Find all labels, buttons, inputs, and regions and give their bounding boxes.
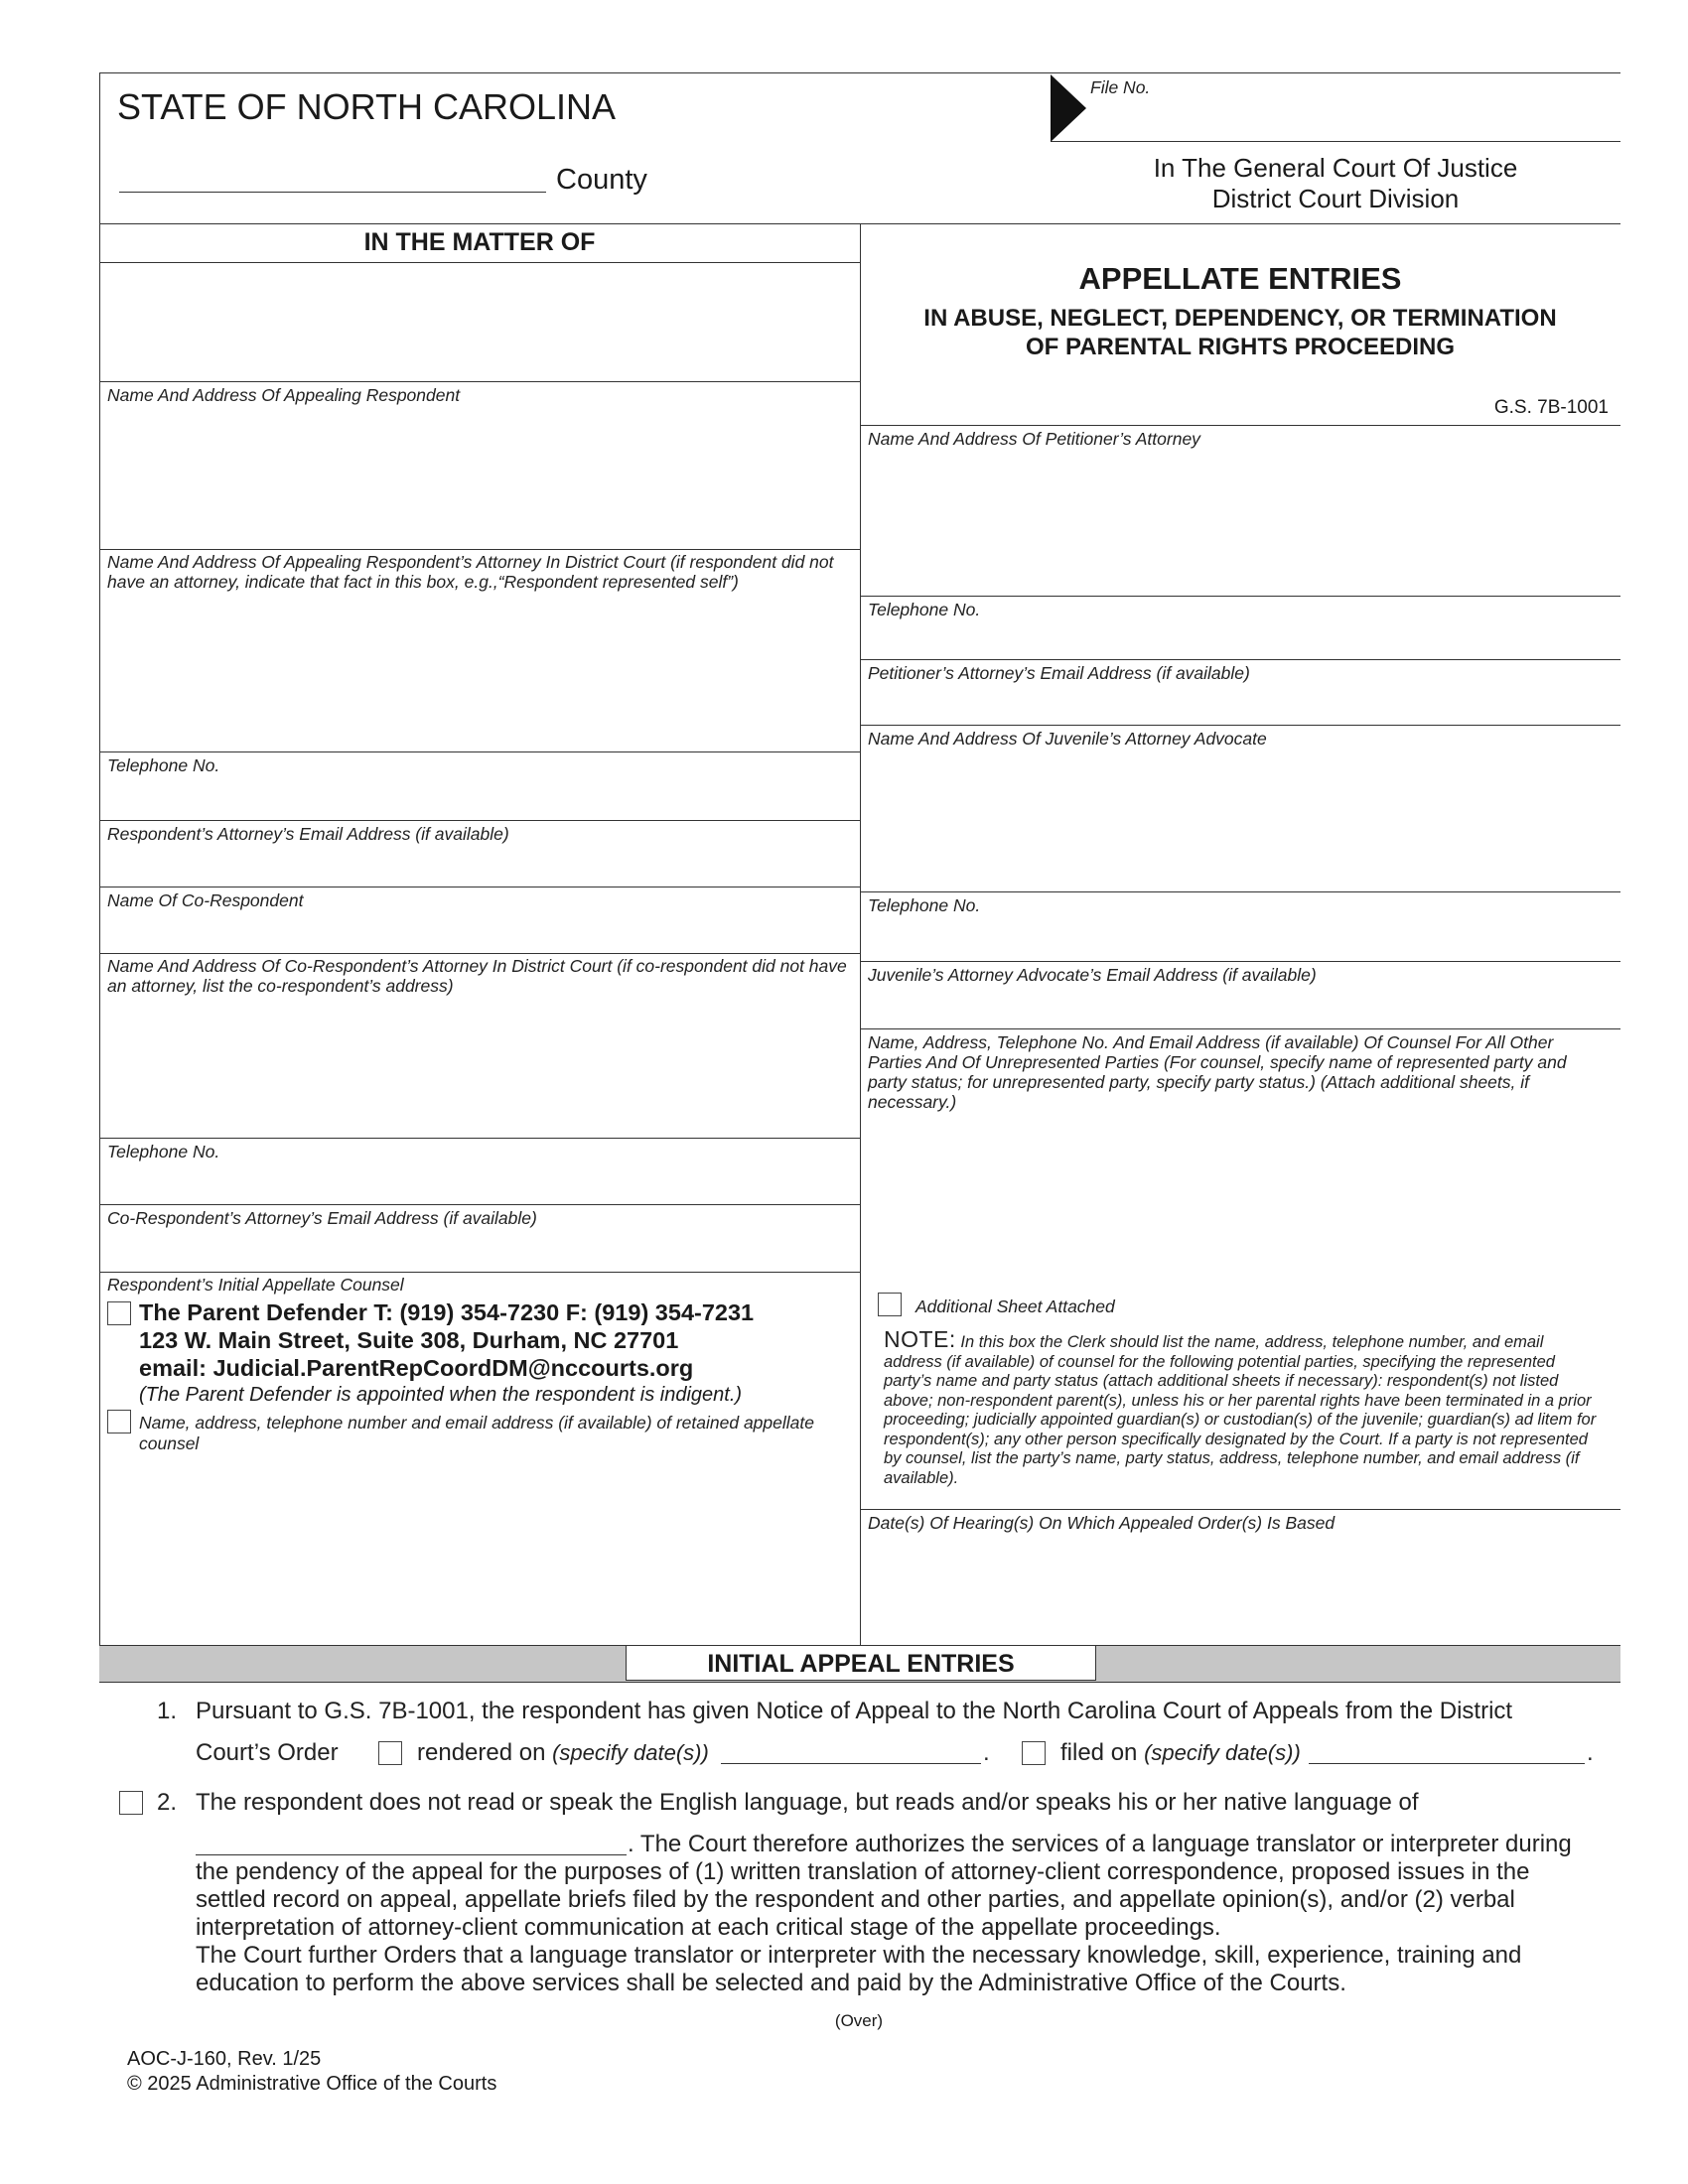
item2-line4: settled record on appeal, appellate briefs filed by the respondent and other parties, and appellate opinion(s), and/or (2) verbal xyxy=(196,1886,1515,1913)
resp-attorney-label: Name And Address Of Appealing Respondent’s Attorney In District Court (if respondent did not have an attorney, indicate that fact in this box, e.g.,“Respondent represented self”) xyxy=(107,552,834,592)
matter-field[interactable] xyxy=(103,266,856,379)
additional-sheet-label: Additional Sheet Attached xyxy=(915,1297,1115,1316)
file-no-label: File No. xyxy=(1090,77,1151,97)
telephone-label-2: Telephone No. xyxy=(107,1142,220,1161)
rendered-on-label xyxy=(417,1739,709,1767)
county-label: County xyxy=(556,164,647,196)
pet-attorney-field[interactable] xyxy=(864,451,1617,592)
period: . xyxy=(1587,1739,1594,1766)
filed-specify-dates: (specify date(s)) xyxy=(1144,1740,1301,1765)
rule xyxy=(99,751,860,752)
left-border xyxy=(99,72,100,1645)
rule xyxy=(99,1272,860,1273)
counsel-others-field[interactable] xyxy=(864,1116,1617,1285)
court-line2: District Court Division xyxy=(1211,184,1460,213)
parent-defender-email: email: Judicial.ParentRepCoordDM@nccourts.org xyxy=(139,1355,694,1381)
file-no-arrow-icon xyxy=(1051,74,1088,142)
rule xyxy=(860,891,1620,892)
juv-advocate-field[interactable] xyxy=(864,751,1617,889)
state-title: STATE OF NORTH CAROLINA xyxy=(117,86,617,127)
item1-courts-order: Court’s Order xyxy=(196,1739,339,1766)
item2-checkbox[interactable] xyxy=(119,1791,143,1815)
pet-email-field[interactable] xyxy=(864,684,1617,722)
counsel-others-label: Name, Address, Telephone No. And Email Address (if available) Of Counsel For All Other Parties And Of Unrepresented Parties (For counsel, specify name of represented party and party status; for unrepresented party, specify party status.) (Attach additional sheets, if necessary.) xyxy=(868,1032,1567,1112)
item1-number: 1. xyxy=(157,1698,178,1724)
co-resp-attorney-field[interactable] xyxy=(103,1001,856,1135)
telephone-label-4: Telephone No. xyxy=(868,895,981,915)
item2-line7: education to perform the above services shall be selected and paid by the Administrative Office of the Courts. xyxy=(196,1970,1346,1996)
parent-defender-checkbox[interactable] xyxy=(107,1301,131,1325)
form-number: AOC-J-160, Rev. 1/25 xyxy=(127,2048,322,2070)
co-resp-email-field[interactable] xyxy=(103,1229,856,1269)
rule xyxy=(99,953,860,954)
pet-attorney-label: Name And Address Of Petitioner’s Attorney xyxy=(868,429,1200,449)
filed-on-label xyxy=(1060,1739,1301,1767)
note-label: NOTE: xyxy=(884,1326,956,1352)
rule xyxy=(99,1138,860,1139)
form-subtitle-1: IN ABUSE, NEGLECT, DEPENDENCY, OR TERMINATION xyxy=(923,305,1557,332)
rule xyxy=(860,725,1620,726)
telephone-label-3: Telephone No. xyxy=(868,600,981,619)
rule xyxy=(860,425,1620,426)
copyright: © 2025 Administrative Office of the Courts xyxy=(127,2073,497,2095)
matter-heading: IN THE MATTER OF xyxy=(363,228,596,256)
rendered-on-checkbox[interactable] xyxy=(378,1741,402,1765)
item2-number: 2. xyxy=(157,1789,178,1816)
rule xyxy=(860,1509,1620,1510)
native-language-blank[interactable] xyxy=(196,1854,627,1855)
telephone-label-1: Telephone No. xyxy=(107,755,220,775)
rule xyxy=(99,820,860,821)
hearing-dates-field[interactable] xyxy=(864,1535,1617,1638)
filed-on-checkbox[interactable] xyxy=(1022,1741,1046,1765)
item1-text: Pursuant to G.S. 7B-1001, the respondent has given Notice of Appeal to the North Carolina Court of Appeals from the District xyxy=(196,1698,1513,1724)
retained-counsel-label: Name, address, telephone number and email address (if available) of retained appellate counsel xyxy=(139,1413,814,1453)
filed-on-text: filed on xyxy=(1060,1739,1138,1766)
rule xyxy=(860,1028,1620,1029)
form-subtitle-2: OF PARENTAL RIGHTS PROCEEDING xyxy=(1025,334,1456,360)
filed-on-blank[interactable] xyxy=(1309,1763,1585,1764)
entries-heading: INITIAL APPEAL ENTRIES xyxy=(707,1650,1015,1678)
rendered-on-blank[interactable] xyxy=(721,1763,981,1764)
statute-ref: G.S. 7B-1001 xyxy=(1493,397,1609,418)
rule xyxy=(99,381,860,382)
resp-email-label: Respondent’s Attorney’s Email Address (if available) xyxy=(107,824,509,844)
appealing-respondent-label: Name And Address Of Appealing Respondent xyxy=(107,385,461,405)
item2-text: The respondent does not read or speak the English language, but reads and/or speaks his or her native language of xyxy=(196,1789,1419,1816)
juv-email-field[interactable] xyxy=(864,986,1617,1025)
co-resp-attorney-label: Name And Address Of Co-Respondent’s Attorney In District Court (if co-respondent did not have an attorney, list the co-respondent’s address) xyxy=(107,956,847,996)
file-no-line xyxy=(1051,141,1620,142)
item2-continuation: . The Court therefore authorizes the services of a language translator or interpreter during xyxy=(628,1831,1572,1857)
rendered-specify-dates: (specify date(s)) xyxy=(552,1740,709,1765)
rule xyxy=(860,596,1620,597)
rendered-on-text: rendered on xyxy=(417,1739,546,1766)
rule xyxy=(860,961,1620,962)
retained-counsel-checkbox[interactable] xyxy=(107,1410,131,1433)
parent-defender-line2: 123 W. Main Street, Suite 308, Durham, NC 27701 xyxy=(139,1327,679,1353)
co-resp-email-label: Co-Respondent’s Attorney’s Email Address (if available) xyxy=(107,1208,537,1228)
hearing-dates-label: Date(s) Of Hearing(s) On Which Appealed Order(s) Is Based xyxy=(868,1513,1336,1533)
telephone-field-4[interactable] xyxy=(864,916,1617,958)
center-divider xyxy=(860,223,861,1645)
co-respondent-field[interactable] xyxy=(103,911,856,951)
file-no-field[interactable] xyxy=(1092,97,1609,137)
period: . xyxy=(983,1739,990,1766)
rule xyxy=(99,262,860,263)
retained-counsel-field[interactable] xyxy=(103,1459,856,1638)
rule xyxy=(99,549,860,550)
additional-sheet-checkbox[interactable] xyxy=(878,1293,902,1316)
parent-defender-note: (The Parent Defender is appointed when the respondent is indigent.) xyxy=(139,1384,743,1406)
over-note: (Over) xyxy=(834,2011,884,2030)
court-line1: In The General Court Of Justice xyxy=(1153,153,1518,183)
resp-email-field[interactable] xyxy=(103,845,856,885)
juv-email-label: Juvenile’s Attorney Advocate’s Email Address (if available) xyxy=(868,965,1317,985)
pet-email-label: Petitioner’s Attorney’s Email Address (if available) xyxy=(868,663,1250,683)
rule xyxy=(99,1204,860,1205)
top-border xyxy=(99,72,1620,73)
county-blank[interactable] xyxy=(119,192,546,193)
parent-defender-line1: The Parent Defender T: (919) 354-7230 F: (919) 354-7231 xyxy=(139,1299,755,1325)
telephone-field-1[interactable] xyxy=(103,776,856,818)
item2-line5: interpretation of attorney-client communication at each critical stage of the appellate proceedings. xyxy=(196,1914,1221,1941)
telephone-field-3[interactable] xyxy=(864,620,1617,656)
resp-attorney-field[interactable] xyxy=(103,617,856,747)
item2-line6: The Court further Orders that a language translator or interpreter with the necessary knowledge, skill, experience, training and xyxy=(196,1942,1522,1969)
item2-line3: the pendency of the appeal for the purposes of (1) written translation of attorney-client correspondence, proposed issues in the xyxy=(196,1858,1530,1885)
co-respondent-label: Name Of Co-Respondent xyxy=(107,890,304,910)
appealing-respondent-field[interactable] xyxy=(103,407,856,546)
telephone-field-2[interactable] xyxy=(103,1162,856,1202)
rule xyxy=(860,659,1620,660)
juv-advocate-label: Name And Address Of Juvenile’s Attorney Advocate xyxy=(868,729,1267,749)
form-title: APPELLATE ENTRIES xyxy=(1078,261,1402,296)
initial-counsel-label: Respondent’s Initial Appellate Counsel xyxy=(107,1275,404,1295)
clerk-note xyxy=(884,1326,1604,1488)
note-text: In this box the Clerk should list the name, address, telephone number, and email address (if available) of counsel for the following potential parties, specifying the represented party’s name and party status (attach additional sheets if necessary): respondent(s) not listed above; non-respondent parent(s), unless his or her parental rights have been terminated in a prior proceeding; judicially appointed guardian(s) or custodian(s) of the juvenile; guardian(s) ad litem for respondent(s); any other person specifically designated by the Court. If a party is not represented by counsel, list the party’s name, party status, address, telephone number, and email address (if available). xyxy=(884,1333,1597,1487)
